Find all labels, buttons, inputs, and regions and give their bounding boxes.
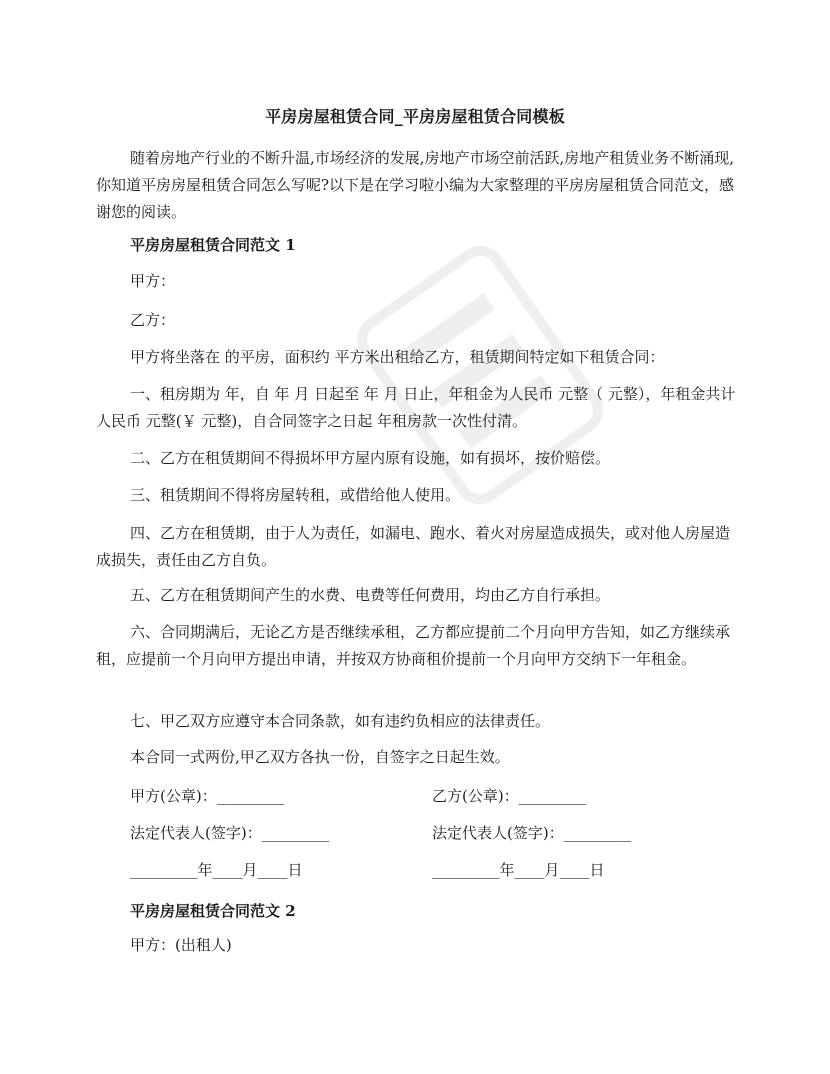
party-b-label: 乙方： xyxy=(130,311,176,329)
clause-3: 三、租赁期间不得将房屋转租，或借给他人使用。 xyxy=(130,486,461,504)
section2-party-a-label: 甲方：(出租人) xyxy=(130,936,232,954)
closing-statement: 本合同一式两份,甲乙双方各执一份，自签字之日起生效。 xyxy=(130,748,510,766)
party-a-seal-line: 甲方(公章)：_________ xyxy=(130,787,285,805)
rep-a-signature-line: 法定代表人(签字)：_________ xyxy=(130,824,330,842)
party-b-seal-line: 乙方(公章)：_________ xyxy=(432,787,587,805)
clause-4: 四、乙方在租赁期，由于人为责任，如漏电、跑水、着火对房屋造成损失，或对他人房屋造成损失，责任由乙方自负。 xyxy=(96,524,731,569)
date-b-line: _________年____月____日 xyxy=(432,861,605,879)
clause-5: 五、乙方在租赁期间产生的水费、电费等任何费用，均由乙方自行承担。 xyxy=(130,586,611,604)
document-title: 平房房屋租赁合同_平房房屋租赁合同模板 xyxy=(265,107,565,126)
clause-7: 七、甲乙双方应遵守本合同条款，如有违约负相应的法律责任。 xyxy=(130,712,551,730)
rep-b-signature-line: 法定代表人(签字)：_________ xyxy=(432,824,632,842)
clause-1: 一、租房期为 年，自 年 月 日起至 年 月 日止，年租金为人民币 元整（ 元整），年租金共计人民币 元整(￥ 元整)，自合同签字之日起 年租房款一次性付清。 xyxy=(96,385,736,430)
intro-paragraph: 随着房地产行业的不断升温,市场经济的发展,房地产市场空前活跃,房地产租赁业务不断涌现,你知道平房房屋租赁合同怎么写呢?以下是在学习啦小编为大家整理的平房房屋租赁合同范文，感谢您的阅读。 xyxy=(96,149,735,221)
clause-2: 二、乙方在租赁期间不得损坏甲方屋内原有设施，如有损坏，按价赔偿。 xyxy=(130,449,611,467)
date-a-line: _________年____月____日 xyxy=(130,861,303,879)
section1-heading: 平房房屋租赁合同范文 1 xyxy=(130,236,296,254)
clause-6: 六、合同期满后，无论乙方是否继续承租，乙方都应提前二个月向甲方告知，如乙方继续承租，应提前一个月向甲方提出申请，并按双方协商租价提前一个月向甲方交纳下一年租金。 xyxy=(96,623,731,668)
party-a-label: 甲方： xyxy=(130,272,176,290)
section2-heading: 平房房屋租赁合同范文 2 xyxy=(130,902,296,920)
contract-preamble: 甲方将坐落在 的平房，面积约 平方米出租给乙方，租赁期间特定如下租赁合同： xyxy=(130,348,665,366)
